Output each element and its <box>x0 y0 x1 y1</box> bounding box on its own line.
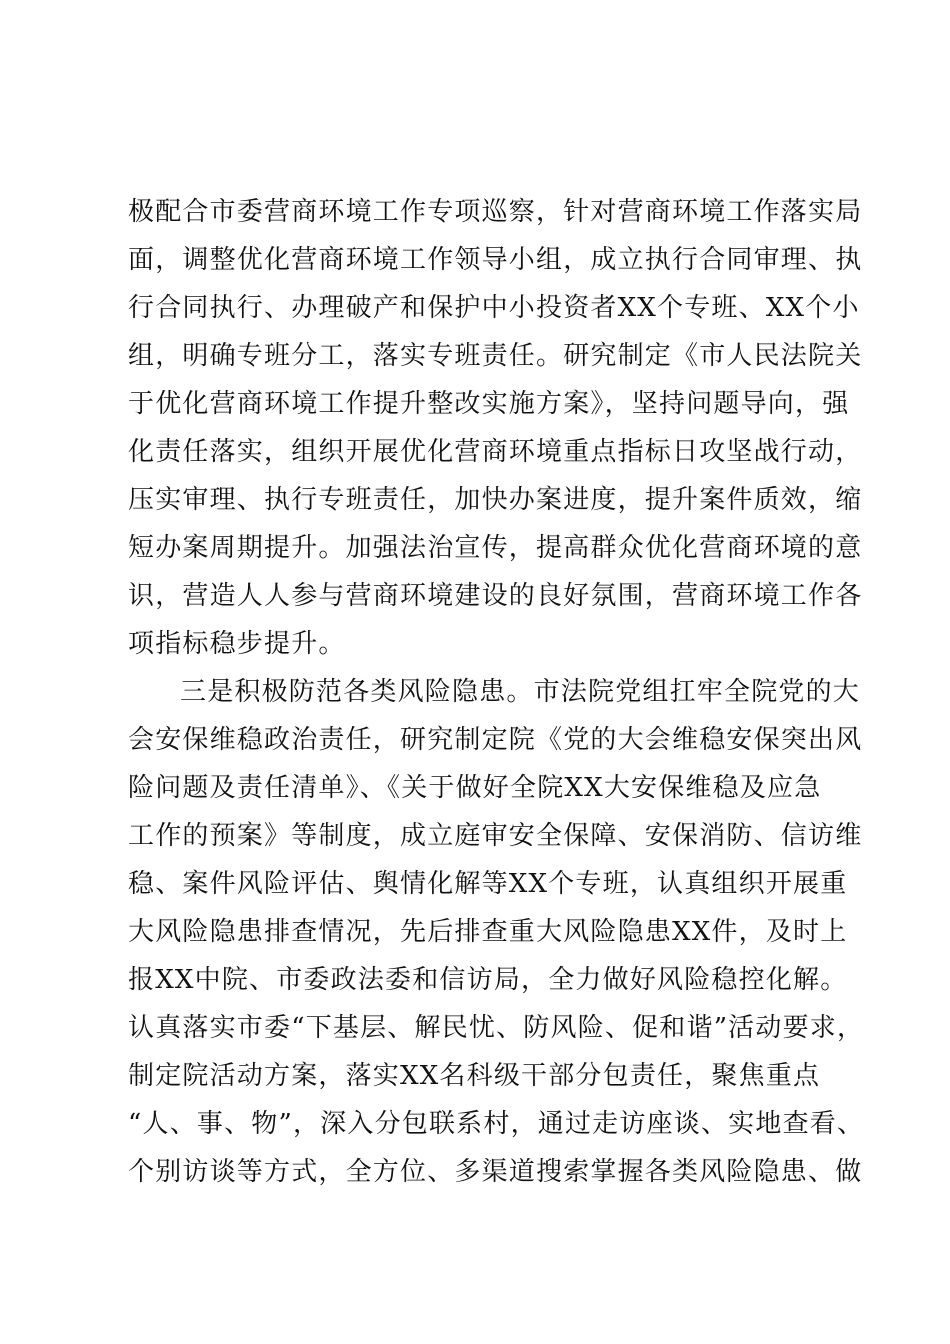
text-line: 化责任落实，组织开展优化营商环境重点指标日攻坚战行动， <box>128 437 863 467</box>
text-line: 大风险隐患排查情况，先后排查重大风险隐患XX件，及时上 <box>128 917 848 947</box>
text-line: 识，营造人人参与营商环境建设的良好氛围，营商环境工作各 <box>128 581 863 611</box>
text-line: 工作的预案》等制度，成立庭审安全保障、安保消防、信访维 <box>128 821 863 851</box>
text-line: 三是积极防范各类风险隐患。市法院党组扛牢全院党的大 <box>180 677 861 707</box>
text-line: 会安保维稳政治责任，研究制定院《党的大会维稳安保突出风 <box>128 725 863 755</box>
text-line: 稳、案件风险评估、舆情化解等XX个专班，认真组织开展重 <box>128 869 848 899</box>
text-line: 组，明确专班分工，落实专班责任。研究制定《市人民法院关 <box>128 341 863 371</box>
text-line: 极配合市委营商环境工作专项巡察，针对营商环境工作落实局 <box>128 197 863 227</box>
text-line: 个别访谈等方式，全方位、多渠道搜索掌握各类风险隐患、做 <box>128 1157 863 1187</box>
text-line: “人、事、物”，深入分包联系村，通过走访座谈、实地查看、 <box>128 1109 865 1139</box>
text-line: 报XX中院、市委政法委和信访局，全力做好风险稳控化解。 <box>128 965 848 995</box>
text-line: 面，调整优化营商环境工作领导小组，成立执行合同审理、执 <box>128 245 863 275</box>
text-line: 短办案周期提升。加强法治宣传，提高群众优化营商环境的意 <box>128 533 863 563</box>
text-line: 险问题及责任清单》、《关于做好全院XX大安保维稳及应急 <box>128 773 822 803</box>
text-line: 制定院活动方案，落实XX名科级干部分包责任，聚焦重点 <box>128 1061 821 1091</box>
text-line: 项指标稳步提升。 <box>128 629 346 659</box>
text-line: 压实审理、执行专班责任，加快办案进度，提升案件质效，缩 <box>128 485 863 515</box>
text-line: 行合同执行、办理破产和保护中小投资者XX个专班、XX个小 <box>128 293 860 323</box>
text-line: 认真落实市委“下基层、解民忧、防风险、促和谐”活动要求， <box>128 1013 865 1043</box>
text-line: 于优化营商环境工作提升整改实施方案》，坚持问题导向，强 <box>128 389 850 419</box>
